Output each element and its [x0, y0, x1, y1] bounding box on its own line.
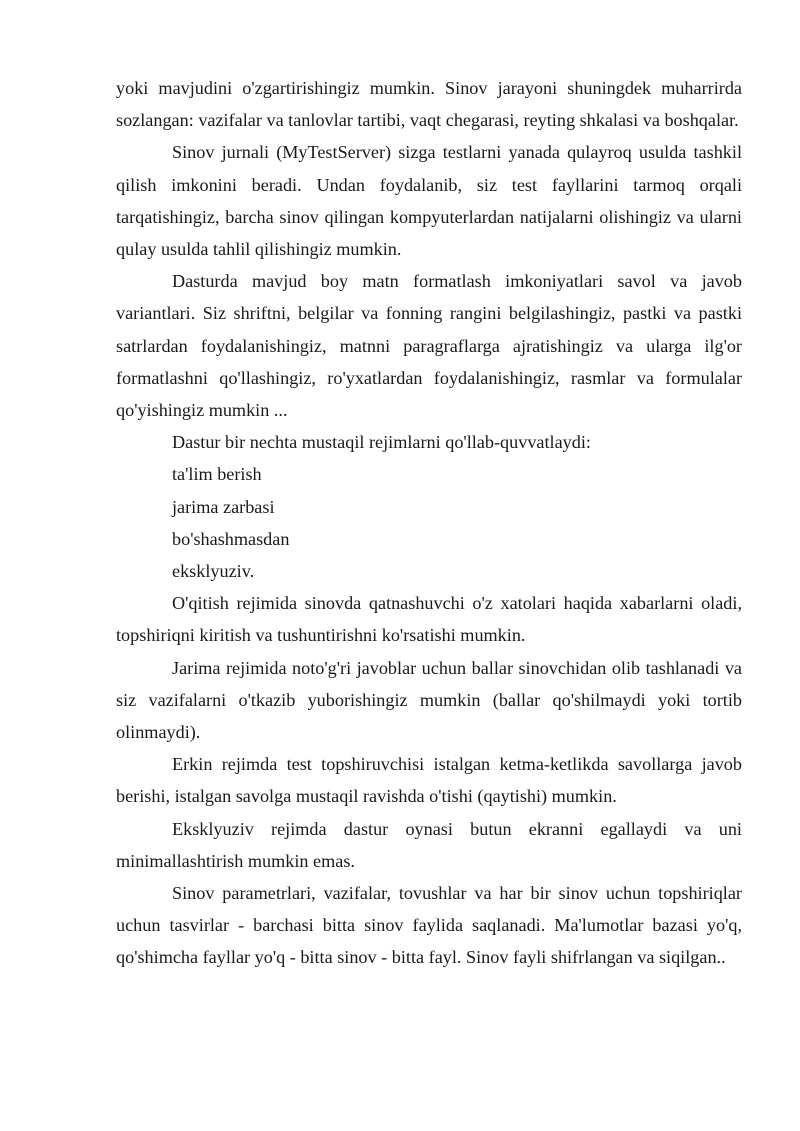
list-item: eksklyuziv.: [172, 561, 255, 582]
list-item: bo'shashmasdan: [172, 528, 290, 549]
document-page: [116, 72, 742, 974]
paragraph-training-mode: O'qitish rejimida sinovda qatnashuvchi o'z xatolari haqida xabarlarni oladi, topshiriqni kiritish va tushuntirishni ko'rsatishi mumkin.: [116, 593, 742, 646]
list-item: ta'lim berish: [172, 464, 262, 485]
paragraph-exclusive-mode: Eksklyuziv rejimda dastur oynasi butun ekranni egallaydi va uni minimallashtirish mumkin emas.: [116, 818, 742, 871]
paragraph-test-file: Sinov parametrlari, vazifalar, tovushlar va har bir sinov uchun topshiriqlar uchun tasvirlar - barchasi bitta sinov faylida saqlanadi. Ma'lumotlar bazasi yo'q, qo'shimcha fayllar yo'q - bitta sinov - bitta fayl. Sinov fayli shifrlangan va siqilgan..: [116, 883, 742, 968]
paragraph-free-mode: Erkin rejimda test topshiruvchisi istalgan ketma-ketlikda savollarga javob berishi, istalgan savolga mustaqil ravishda o'tishi (qaytishi) mumkin.: [116, 754, 742, 807]
paragraph-penalty-mode: Jarima rejimida noto'g'ri javoblar uchun ballar sinovchidan olib tashlanadi va siz vazifalarni o'tkazib yuborishingiz mumkin (ballar qo'shilmaydi yoki tortib olinmaydi).: [116, 657, 742, 743]
paragraph-modes-intro: Dastur bir nechta mustaqil rejimlarni qo'llab-quvvatlaydi:: [172, 432, 591, 453]
paragraph-continuation: yoki mavjudini o'zgartirishingiz mumkin. Sinov jarayoni shuningdek muharrirda sozlangan: vazifalar va tanlovlar tartibi, vaqt chegarasi, reyting shkalasi va boshqalar.: [116, 78, 742, 131]
paragraph-text-formatting: Dasturda mavjud boy matn formatlash imkoniyatlari savol va javob variantlari. Siz shriftni, belgilar va fonning rangini belgilashingiz, pastki va pastki satrlardan foydalanishingiz, matnni paragraflarga ajratishingiz va ularga ilg'or formatlashni qo'llashingiz, ro'yxatlardan foydalanishingiz, rasmlar va formulalar qo'yishingiz mumkin ...: [116, 271, 742, 421]
paragraph-test-journal: Sinov jurnali (MyTestServer) sizga testlarni yanada qulayroq usulda tashkil qilish imkonini beradi. Undan foydalanib, siz test fayllarini tarmoq orqali tarqatishingiz, barcha sinov qilingan kompyuterlardan natijalarni olishingiz va ularni qulay usulda tahlil qilishingiz mumkin.: [116, 142, 742, 260]
list-item: jarima zarbasi: [172, 496, 275, 517]
mode-list: [116, 458, 742, 587]
